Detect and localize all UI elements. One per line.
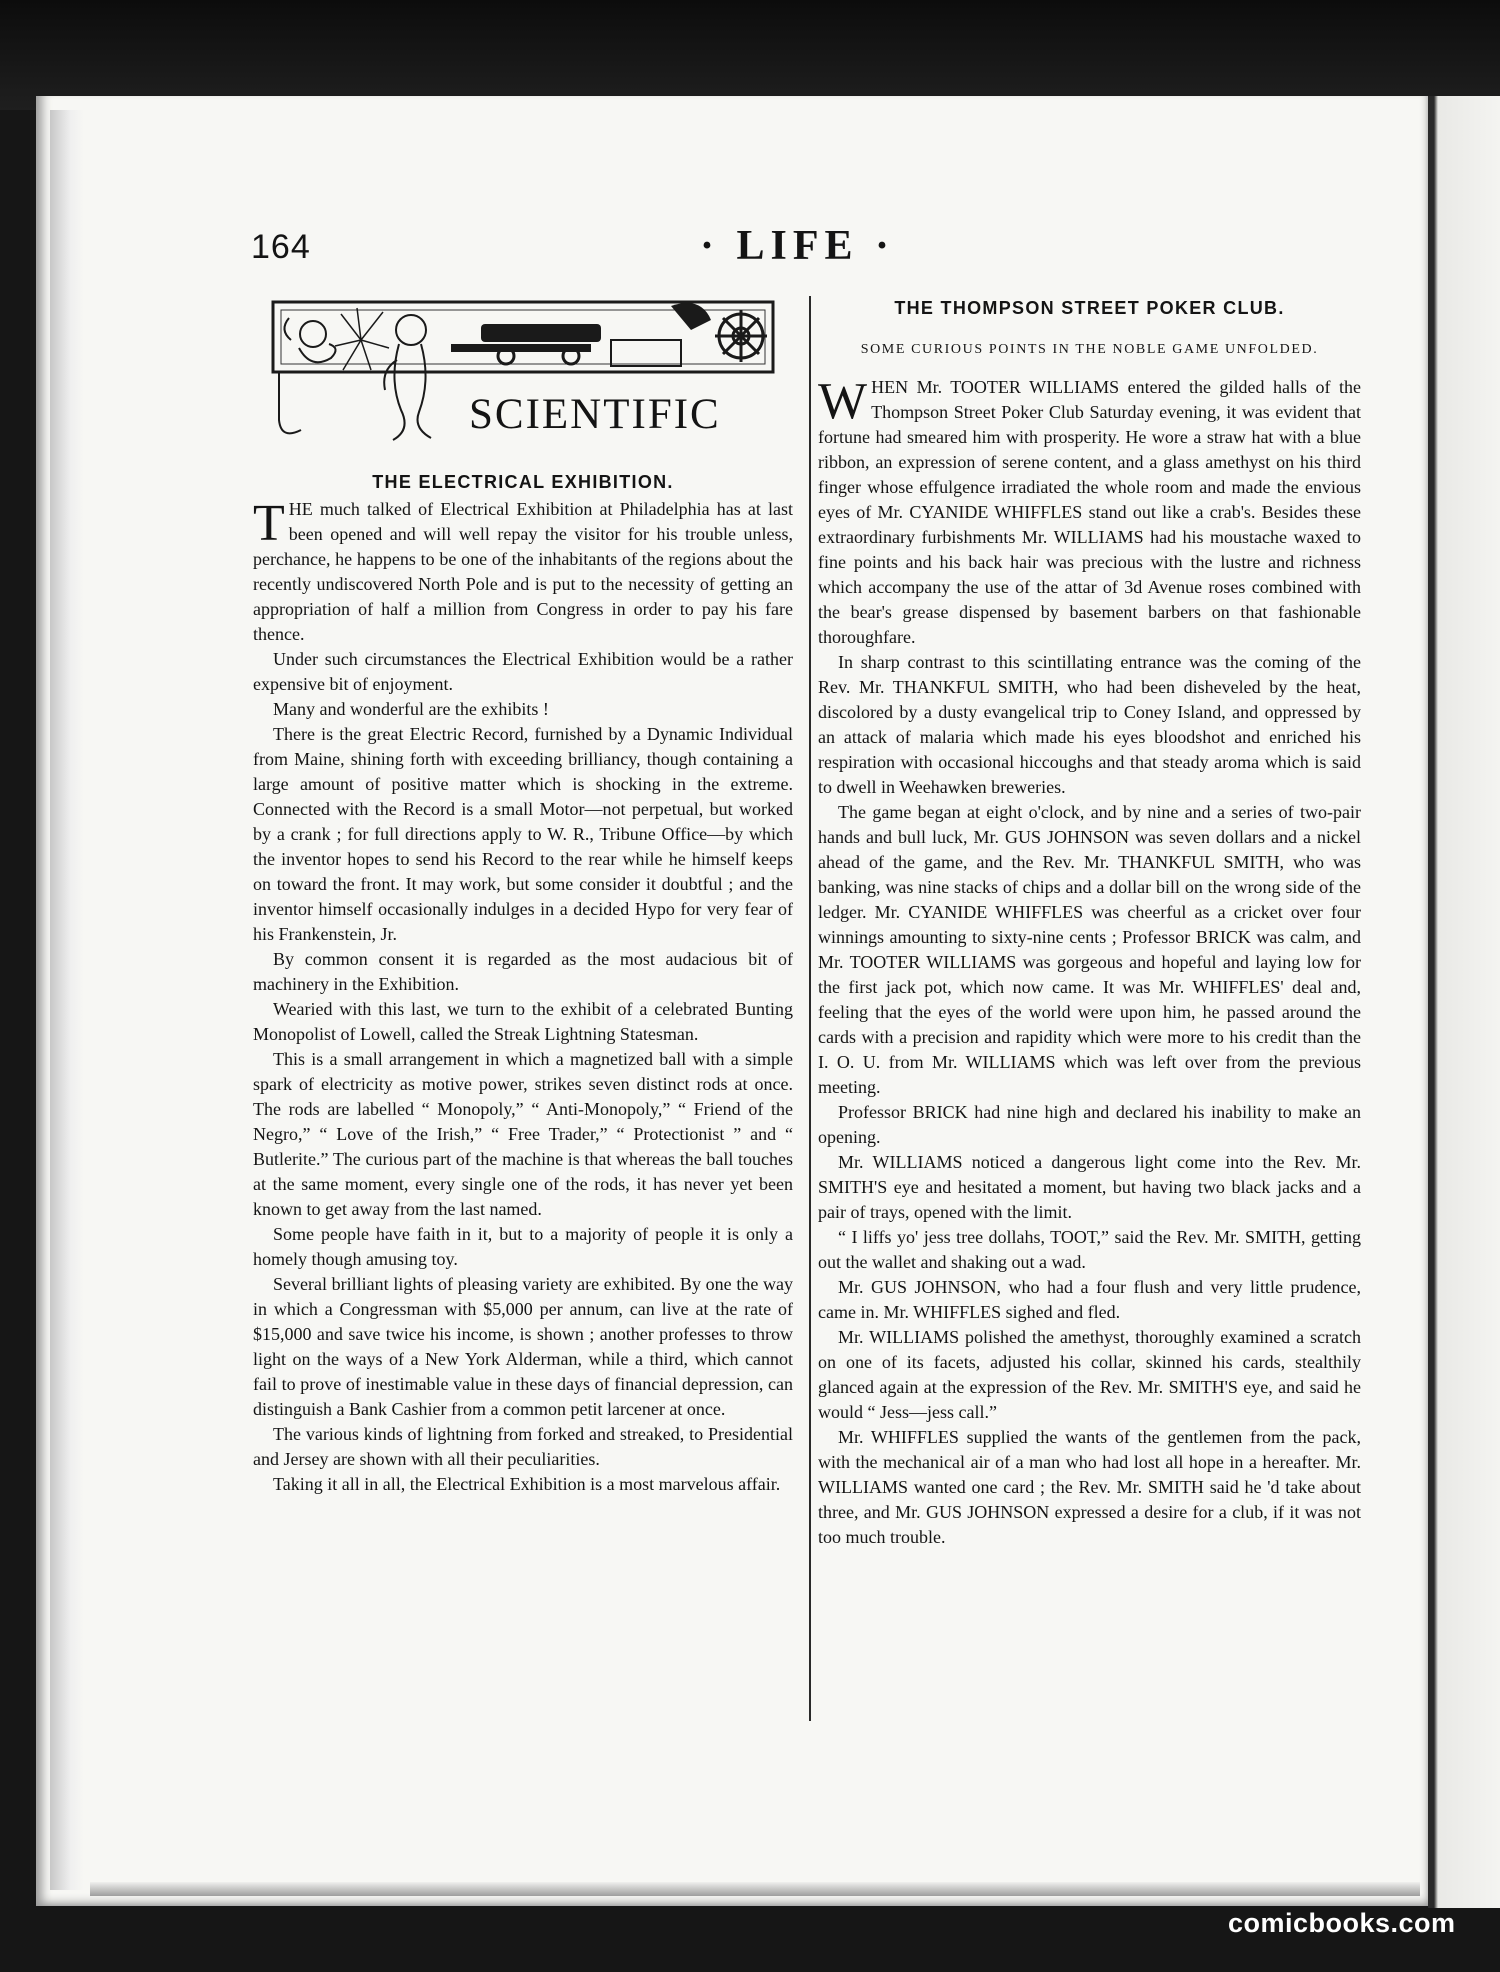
article-paragraph: Mr. WILLIAMS polished the amethyst, thoroughly examined a scratch on one of its facets, adjusted his collar, skinned his cards, stealthily glanced again at the expression of the Rev. Mr. SMITH'S eye, and said he would “ Jess—jess call.” [818, 1327, 1361, 1422]
page-bottom-edge [90, 1882, 1420, 1896]
article-paragraph: Wearied with this last, we turn to the exhibit of a celebrated Bunting Monopolist of Lowell, called the Streak Lightning Statesman. [253, 999, 793, 1044]
banner-title: SCIENTIFIC [469, 391, 721, 438]
right-column [818, 286, 1361, 1550]
article-paragraph: Mr. WILLIAMS noticed a dangerous light come into the Rev. Mr. SMITH'S eye and hesitated a moment, but having two black jacks and a pair of trays, opened with the limit. [818, 1152, 1361, 1222]
article-paragraph: Mr. WHIFFLES supplied the wants of the gentlemen from the pack, with the mechanical air of a man who had lost all hope in a hereafter. Mr. WILLIAMS wanted one card ; the Rev. Mr. SMITH said he 'd take about three, and Mr. GUS JOHNSON expressed a desire for a club, if it was not too much trouble. [818, 1427, 1361, 1547]
article-paragraph: T HE much talked of Electrical Exhibition at Philadelphia has at last been opened and will well repay the visitor for his trouble unless, perchance, he happens to be one of the inhabitants of the regions about the recently undiscovered North Pole and is put to the necessity of getting an appropriation of half a million from Congress in order to pay his fare thence. [253, 495, 793, 644]
article-paragraph: The game began at eight o'clock, and by nine and a series of two-pair hands and bull luck, Mr. GUS JOHNSON was seven dollars and a nickel ahead of the game, and the Rev. Mr. THANKFUL SMITH, who was banking, was nine stacks of chips and a dollar bill on the wrong side of the ledger. Mr. CYANIDE WHIFFLES was cheerful as a cricket over four winnings amounting to sixty-nine cents ; Professor BRICK was calm, and Mr. TOOTER WILLIAMS was gorgeous and hopeful and laying low for the first jack pot, which now came. It was Mr. WHIFFLES' deal and, feeling that the eyes of the world were upon him, he passed around the cards with a precision and rapidity which were more to his credit than the I. O. U. from Mr. WILLIAMS which was left over from the previous meeting. [818, 802, 1361, 1097]
article-paragraph: The various kinds of lightning from forked and streaked, to Presidential and Jersey are shown with all their peculiarities. [253, 1424, 793, 1469]
article-paragraph: Mr. GUS JOHNSON, who had a four flush and very little prudence, came in. Mr. WHIFFLES sighed and fled. [818, 1277, 1361, 1322]
article-paragraph: Some people have faith in it, but to a majority of people it is only a homely though amusing toy. [253, 1224, 793, 1269]
article-title: THE THOMPSON STREET POKER CLUB. [894, 298, 1285, 318]
article-paragraph: Many and wonderful are the exhibits ! [273, 699, 549, 719]
article-paragraph: W HEN Mr. TOOTER WILLIAMS entered the gilded halls of the Thompson Street Poker Club Saturday evening, it was evident that fortune had smeared him with prosperity. He wore a straw hat with a blue ribbon, an expression of serene content, and a glass amethyst on his third finger whose effulgence irradiated the whole room and made the envious eyes of Mr. CYANIDE WHIFFLES stand out like a crab's. Besides these extraordinary furbishments Mr. WILLIAMS had his moustache waxed to fine points and his back hair was precious with the lustre and richness which accompany the use of the attar of 3d Avenue roses combined with the bear's grease dispensed by basement barbers on that fashionable thoroughfare. [818, 373, 1361, 647]
article-paragraph: By common consent it is regarded as the most audacious bit of machinery in the Exhibition. [253, 949, 793, 994]
page-binding-shadow [50, 110, 84, 1890]
article-paragraph: Several brilliant lights of pleasing variety are exhibited. By one the way in which a Congressman with $5,000 per annum, can live at the rate of $15,000 and save twice his income, is shown ; another professes to throw light on the ways of a New York Alderman, while a third, which cannot fail to prove of inestimable value in these days of financial depression, can distinguish a Bank Cashier from a common petit larcener at once. [253, 1274, 793, 1419]
scan-background [0, 0, 1500, 110]
article-paragraph: There is the great Electric Record, furnished by a Dynamic Individual from Maine, shining forth with exceeding brilliancy, though containing a large amount of positive matter which is shocking in the extreme. Connected with the Record is a small Motor—not perpetual, but worked by a crank ; for full directions apply to W. R., Tribune Office—by which the inventor hopes to send his Record to the rear while he himself keeps on toward the front. It may work, but some consider it doubtful ; and the inventor himself occasionally indulges in a decided Hypo for very fear of his Frankenstein, Jr. [253, 724, 793, 944]
article-paragraph: This is a small arrangement in which a magnetized ball with a simple spark of electricity as motive power, strikes seven distinct rods at once. The rods are labelled “ Monopoly,” “ Anti-Monopoly,” “ Friend of the Negro,” “ Love of the Irish,” “ Free Trader,” “ Protectionist ” and “ Butlerite.” The curious part of the machine is that whereas the ball touches at the same moment, every single one of the rods, it has never yet been known to get away from the last named. [253, 1049, 793, 1219]
article-paragraph: Professor BRICK had nine high and declared his inability to make an opening. [818, 1102, 1361, 1147]
column-divider [809, 296, 811, 1721]
article-title: THE ELECTRICAL EXHIBITION. [372, 472, 674, 492]
drop-cap: T [253, 495, 285, 552]
article-paragraph: Taking it all in all, the Electrical Exhibition is a most marvelous affair. [273, 1474, 781, 1494]
article-paragraph: Under such circumstances the Electrical Exhibition would be a rather expensive bit of enjoyment. [253, 649, 793, 694]
article-paragraph: In sharp contrast to this scintillating entrance was the coming of the Rev. Mr. THANKFUL SMITH, who had been disheveled by the heat, discolored by a dusty evangelical trip to Coney Island, and oppressed by an attack of malaria which made his eyes bloodshot and enriched his respiration with occasional hiccoughs and that steady aroma which is said to dwell in Weehawken breweries. [818, 652, 1361, 797]
article-subtitle: SOME CURIOUS POINTS IN THE NOBLE GAME UNFOLDED. [860, 342, 1319, 357]
drop-cap: W [818, 373, 868, 430]
page-number: 164 [251, 228, 311, 266]
article-paragraph: “ I liffs yo' jess tree dollahs, TOOT,” said the Rev. Mr. SMITH, getting out the wallet and shaking out a wad. [818, 1227, 1361, 1272]
next-page-edge [1428, 96, 1500, 1908]
banner-scroll-icon [279, 372, 301, 433]
site-watermark: comicbooks.com [1228, 1908, 1456, 1938]
scientific-banner [271, 300, 791, 460]
magazine-masthead: · LIFE · [700, 223, 896, 269]
left-column [253, 300, 793, 1497]
